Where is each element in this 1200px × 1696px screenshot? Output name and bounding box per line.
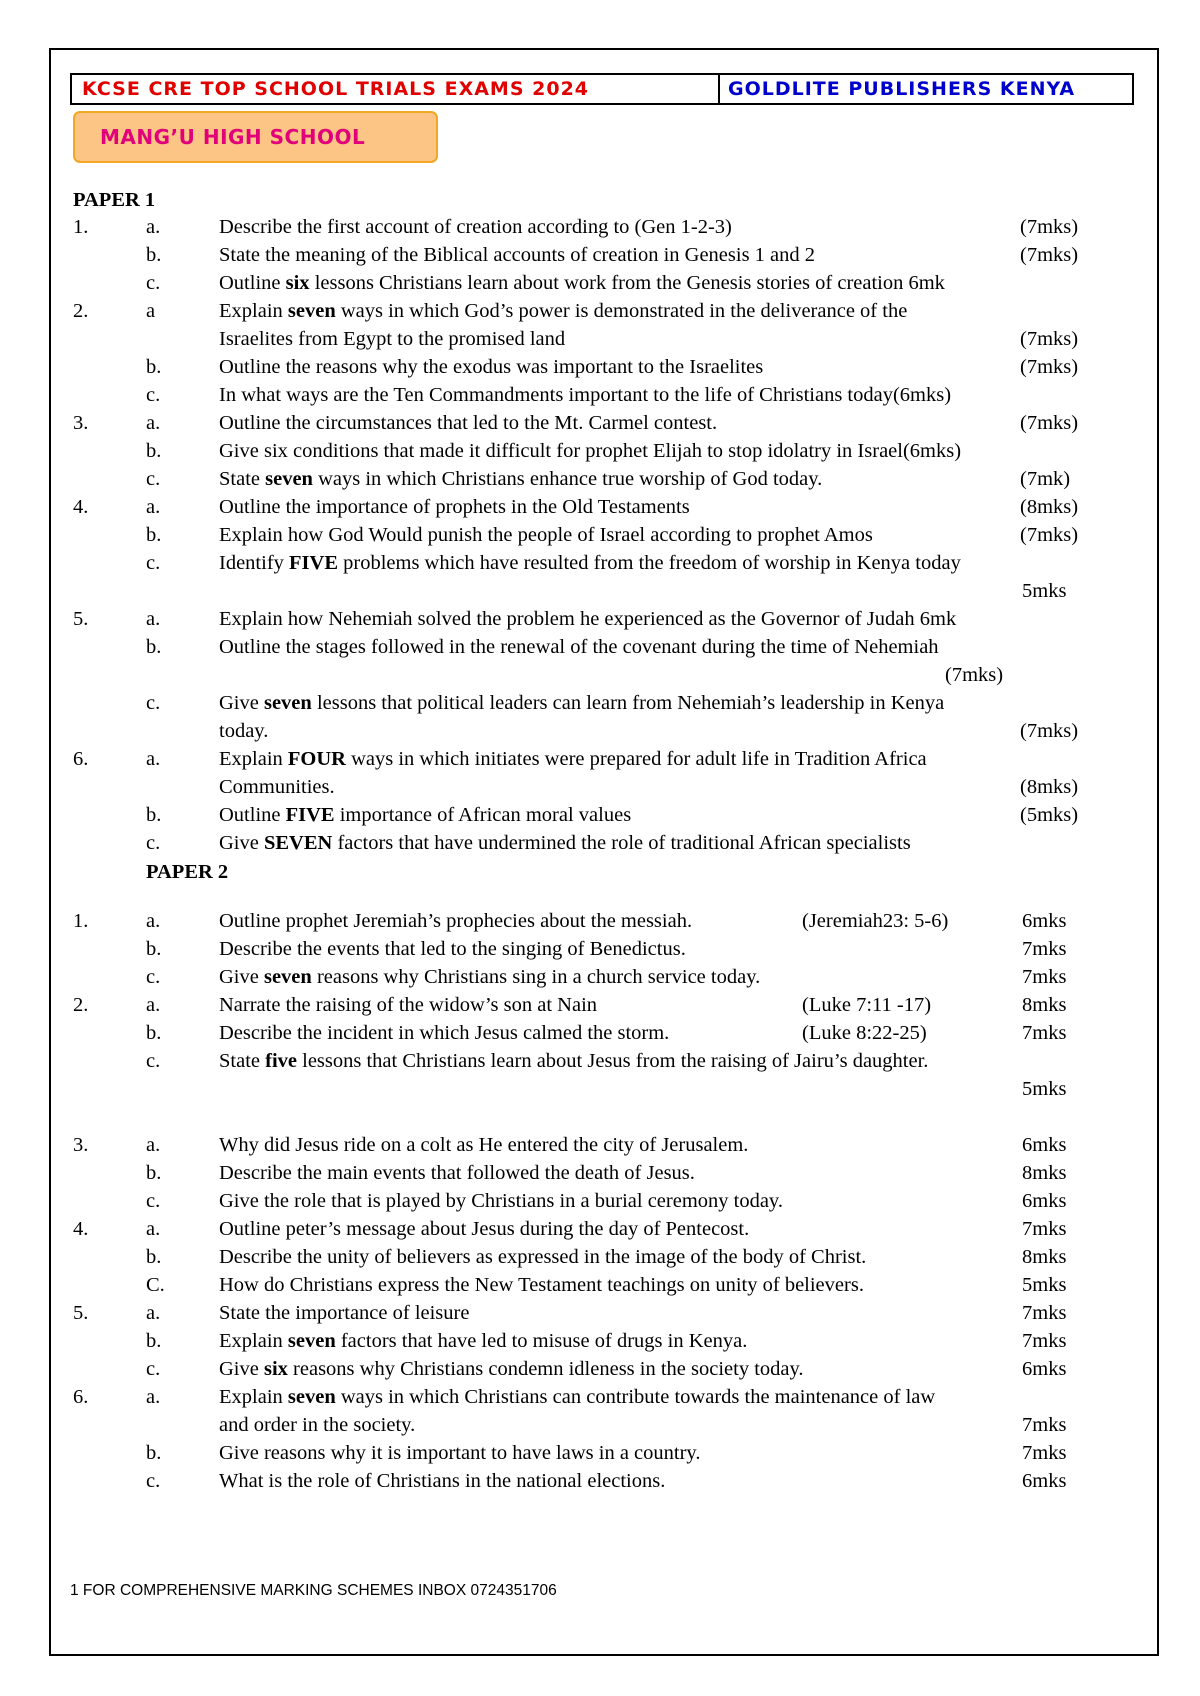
text-lead: Give xyxy=(219,692,264,714)
sub-question-letter: a. xyxy=(146,608,161,630)
emphasis: FIVE xyxy=(285,804,335,826)
paper-2-heading: PAPER 2 xyxy=(146,861,229,883)
question-text xyxy=(219,966,760,989)
text-lead: Explain xyxy=(219,300,288,322)
marks: 8mks xyxy=(1022,1246,1067,1268)
question-text: Describe the first account of creation according to (Gen 1-2-3) xyxy=(219,216,732,238)
marks: 8mks xyxy=(1022,994,1067,1016)
text-lead: Outline xyxy=(219,804,286,826)
text-rest: ways in which initiates were prepared for adult life in Tradition Africa xyxy=(345,748,927,770)
question-number: 4. xyxy=(73,496,89,518)
sub-question-letter: a. xyxy=(146,1302,161,1324)
paper-1-heading: PAPER 1 xyxy=(73,189,156,211)
question-row-continuation xyxy=(0,776,1200,804)
question-text: Outline the importance of prophets in the Old Testaments xyxy=(219,496,690,518)
sub-question-letter: b. xyxy=(146,440,162,462)
question-row xyxy=(0,1386,1200,1414)
question-text xyxy=(219,748,927,771)
marks: 7mks xyxy=(1022,1330,1067,1352)
text-lead: Explain xyxy=(219,1386,288,1408)
publisher-name: GOLDLITE PUBLISHERS KENYA xyxy=(718,73,1134,105)
marks: (8mks) xyxy=(1020,776,1079,798)
marks: 6mks xyxy=(1022,910,1067,932)
school-name: MANG’U HIGH SCHOOL xyxy=(100,125,366,149)
question-text: today. xyxy=(219,720,269,742)
question-number: 6. xyxy=(73,748,89,770)
sub-question-letter: a. xyxy=(146,412,161,434)
emphasis: six xyxy=(263,1358,288,1380)
question-row-continuation xyxy=(0,580,1200,608)
text-rest: factors that have undermined the role of traditional African specialists xyxy=(332,832,911,854)
marks: 7mks xyxy=(1022,1022,1067,1044)
marks: 7mks xyxy=(1022,966,1067,988)
question-text: Outline prophet Jeremiah’s prophecies about the messiah. xyxy=(219,910,693,932)
text-lead: Identify xyxy=(219,552,290,574)
marks: 7mks xyxy=(1022,1302,1067,1324)
marks: 7mks xyxy=(1022,1414,1067,1436)
emphasis: seven xyxy=(287,1330,336,1352)
scripture-reference: (Jeremiah23: 5-6) xyxy=(802,910,949,932)
text-lead: Give xyxy=(219,832,264,854)
marks: 6mks xyxy=(1022,1190,1067,1212)
sub-question-letter: c. xyxy=(146,272,161,294)
text-rest: factors that have led to misuse of drugs in Kenya. xyxy=(335,1330,748,1352)
question-row xyxy=(0,1274,1200,1302)
sub-question-letter: a. xyxy=(146,994,161,1016)
question-text: Describe the incident in which Jesus calmed the storm. xyxy=(219,1022,670,1044)
text-lead: Give xyxy=(219,1358,264,1380)
emphasis: FOUR xyxy=(287,748,346,770)
question-text xyxy=(219,832,911,855)
emphasis: seven xyxy=(287,1386,336,1408)
question-number: 3. xyxy=(73,1134,89,1156)
question-row-continuation xyxy=(0,1414,1200,1442)
school-name-banner xyxy=(73,111,438,163)
question-row xyxy=(0,1246,1200,1274)
question-row xyxy=(0,524,1200,552)
question-row xyxy=(0,412,1200,440)
question-row xyxy=(0,1022,1200,1050)
question-row-continuation xyxy=(0,1078,1200,1106)
sub-question-letter: c. xyxy=(146,1358,161,1380)
sub-question-letter: c. xyxy=(146,1470,161,1492)
emphasis: seven xyxy=(263,966,312,988)
page-footer: 1 FOR COMPREHENSIVE MARKING SCHEMES INBOX 0724351706 xyxy=(70,1582,557,1599)
question-row xyxy=(0,1302,1200,1330)
question-text: Explain how God Would punish the people of Israel according to prophet Amos xyxy=(219,524,873,546)
question-text xyxy=(219,692,944,715)
sub-question-letter: a. xyxy=(146,1386,161,1408)
emphasis: seven xyxy=(263,692,312,714)
question-row xyxy=(0,216,1200,244)
question-row xyxy=(0,468,1200,496)
marks: 5mks xyxy=(1022,580,1067,602)
question-text: Outline the stages followed in the renewal of the covenant during the time of Nehemiah xyxy=(219,636,939,658)
marks: 5mks xyxy=(1022,1274,1067,1296)
marks: (8mks) xyxy=(1020,496,1079,518)
marks: (7mks) xyxy=(1020,244,1079,266)
question-row xyxy=(0,938,1200,966)
question-text: Give the role that is played by Christians in a burial ceremony today. xyxy=(219,1190,783,1212)
sub-question-letter: b. xyxy=(146,938,162,960)
question-text: What is the role of Christians in the national elections. xyxy=(219,1470,666,1492)
sub-question-letter: b. xyxy=(146,804,162,826)
marks: (7mks) xyxy=(1020,356,1079,378)
text-rest: ways in which God’s power is demonstrated in the deliverance of the xyxy=(335,300,908,322)
text-lead: Explain xyxy=(219,1330,288,1352)
question-row xyxy=(0,636,1200,664)
question-row xyxy=(0,1050,1200,1078)
question-row xyxy=(0,440,1200,468)
question-text xyxy=(219,1358,804,1381)
question-text: How do Christians express the New Testament teachings on unity of believers. xyxy=(219,1274,864,1296)
question-row xyxy=(0,748,1200,776)
marks: 8mks xyxy=(1022,1162,1067,1184)
text-rest: lessons that Christians learn about Jesus from the raising of Jairu’s daughter. xyxy=(297,1050,929,1072)
text-rest: lessons Christians learn about work from the Genesis stories of creation 6mk xyxy=(309,272,945,294)
question-row xyxy=(0,272,1200,300)
scripture-reference: (Luke 8:22-25) xyxy=(802,1022,927,1044)
question-row xyxy=(0,1330,1200,1358)
sub-question-letter: c. xyxy=(146,832,161,854)
question-row-continuation xyxy=(0,328,1200,356)
sub-question-letter: b. xyxy=(146,1162,162,1184)
text-lead: Give xyxy=(219,966,264,988)
sub-question-letter: c. xyxy=(146,692,161,714)
question-text: Israelites from Egypt to the promised land xyxy=(219,328,566,350)
sub-question-letter: a. xyxy=(146,910,161,932)
question-number: 4. xyxy=(73,1218,89,1240)
sub-question-letter: c. xyxy=(146,552,161,574)
emphasis: FIVE xyxy=(289,552,339,574)
question-text xyxy=(219,552,961,575)
text-lead: Outline xyxy=(219,272,286,294)
question-row xyxy=(0,300,1200,328)
marks: (7mks) xyxy=(1020,412,1079,434)
question-number: 1. xyxy=(73,216,89,238)
sub-question-letter: b. xyxy=(146,1442,162,1464)
marks: (5mks) xyxy=(1020,804,1079,826)
question-number: 3. xyxy=(73,412,89,434)
sub-question-letter: b. xyxy=(146,1022,162,1044)
emphasis: SEVEN xyxy=(263,832,333,854)
marks: 6mks xyxy=(1022,1134,1067,1156)
question-row xyxy=(0,910,1200,938)
sub-question-letter: c. xyxy=(146,468,161,490)
emphasis: seven xyxy=(265,468,313,490)
question-text: State the meaning of the Biblical accounts of creation in Genesis 1 and 2 xyxy=(219,244,816,266)
question-row xyxy=(0,1162,1200,1190)
question-row xyxy=(0,356,1200,384)
question-row-continuation xyxy=(0,664,1200,692)
question-text xyxy=(219,804,631,827)
sub-question-letter: b. xyxy=(146,244,162,266)
marks: (7mk) xyxy=(1020,468,1071,490)
question-text: Explain how Nehemiah solved the problem he experienced as the Governor of Judah 6mk xyxy=(219,608,957,630)
question-row xyxy=(0,1442,1200,1470)
text-rest: reasons why Christians condemn idleness in the society today. xyxy=(287,1358,804,1380)
question-number: 1. xyxy=(73,910,89,932)
question-text: Describe the unity of believers as expressed in the image of the body of Christ. xyxy=(219,1246,867,1268)
question-text: Give reasons why it is important to have laws in a country. xyxy=(219,1442,701,1464)
sub-question-letter: b. xyxy=(146,636,162,658)
marks: (7mks) xyxy=(1020,328,1079,350)
marks: 7mks xyxy=(1022,1218,1067,1240)
question-row xyxy=(0,552,1200,580)
question-number: 2. xyxy=(73,994,89,1016)
question-number: 5. xyxy=(73,1302,89,1324)
question-number: 5. xyxy=(73,608,89,630)
question-row xyxy=(0,384,1200,412)
text-lead: State xyxy=(219,1050,266,1072)
sub-question-letter: b. xyxy=(146,356,162,378)
marks: 7mks xyxy=(1022,1442,1067,1464)
question-text: and order in the society. xyxy=(219,1414,416,1436)
question-row-continuation xyxy=(0,720,1200,748)
sub-question-letter: a xyxy=(146,300,156,322)
question-row xyxy=(0,1134,1200,1162)
sub-question-letter: c. xyxy=(146,1050,161,1072)
marks: (7mks) xyxy=(1020,720,1079,742)
question-text: Narrate the raising of the widow’s son at Nain xyxy=(219,994,598,1016)
question-text: Outline the reasons why the exodus was important to the Israelites xyxy=(219,356,764,378)
question-row xyxy=(0,1218,1200,1246)
emphasis: six xyxy=(285,272,310,294)
text-rest: problems which have resulted from the freedom of worship in Kenya today xyxy=(338,552,961,574)
question-text: Why did Jesus ride on a colt as He entered the city of Jerusalem. xyxy=(219,1134,749,1156)
question-row xyxy=(0,966,1200,994)
text-rest: importance of African moral values xyxy=(334,804,632,826)
question-row xyxy=(0,994,1200,1022)
marks: (7mks) xyxy=(945,664,1004,686)
sub-question-letter: c. xyxy=(146,966,161,988)
question-text: State the importance of leisure xyxy=(219,1302,470,1324)
question-text xyxy=(219,272,945,295)
question-row xyxy=(0,1190,1200,1218)
question-row xyxy=(0,1358,1200,1386)
marks: (7mks) xyxy=(1020,524,1079,546)
question-text: Give six conditions that made it difficult for prophet Elijah to stop idolatry in Israel(6mks) xyxy=(219,440,962,462)
question-number: 2. xyxy=(73,300,89,322)
sub-question-letter: c. xyxy=(146,384,161,406)
marks: 7mks xyxy=(1022,938,1067,960)
text-rest: reasons why Christians sing in a church service today. xyxy=(311,966,761,988)
sub-question-letter: b. xyxy=(146,1330,162,1352)
exam-title: KCSE CRE TOP SCHOOL TRIALS EXAMS 2024 xyxy=(70,73,720,105)
question-text: Communities. xyxy=(219,776,335,798)
text-rest: ways in which Christians enhance true worship of God today. xyxy=(312,468,823,490)
question-text xyxy=(219,300,907,323)
question-row xyxy=(0,804,1200,832)
marks: 6mks xyxy=(1022,1470,1067,1492)
question-text xyxy=(219,468,822,491)
question-text: Describe the main events that followed the death of Jesus. xyxy=(219,1162,695,1184)
question-text: Describe the events that led to the singing of Benedictus. xyxy=(219,938,686,960)
question-text xyxy=(219,1330,747,1353)
marks: (7mks) xyxy=(1020,216,1079,238)
question-text: Outline the circumstances that led to the Mt. Carmel contest. xyxy=(219,412,718,434)
sub-question-letter: C. xyxy=(146,1274,165,1296)
scripture-reference: (Luke 7:11 -17) xyxy=(802,994,932,1016)
text-rest: lessons that political leaders can learn from Nehemiah’s leadership in Kenya xyxy=(311,692,945,714)
sub-question-letter: c. xyxy=(146,1190,161,1212)
question-text: In what ways are the Ten Commandments important to the life of Christians today(6mks) xyxy=(219,384,952,406)
question-row xyxy=(0,496,1200,524)
sub-question-letter: a. xyxy=(146,748,161,770)
sub-question-letter: a. xyxy=(146,1134,161,1156)
question-text: Outline peter’s message about Jesus during the day of Pentecost. xyxy=(219,1218,750,1240)
marks: 5mks xyxy=(1022,1078,1067,1100)
text-lead: State xyxy=(219,468,266,490)
question-row xyxy=(0,244,1200,272)
text-rest: ways in which Christians can contribute towards the maintenance of law xyxy=(335,1386,936,1408)
sub-question-letter: a. xyxy=(146,216,161,238)
text-lead: Explain xyxy=(219,748,288,770)
emphasis: five xyxy=(265,1050,297,1072)
marks: 6mks xyxy=(1022,1358,1067,1380)
question-text xyxy=(219,1050,928,1073)
question-text xyxy=(219,1386,935,1409)
question-row xyxy=(0,1470,1200,1498)
question-row xyxy=(0,608,1200,636)
question-row xyxy=(0,692,1200,720)
emphasis: seven xyxy=(287,300,336,322)
sub-question-letter: b. xyxy=(146,524,162,546)
question-number: 6. xyxy=(73,1386,89,1408)
sub-question-letter: a. xyxy=(146,496,161,518)
question-row xyxy=(0,832,1200,860)
sub-question-letter: b. xyxy=(146,1246,162,1268)
sub-question-letter: a. xyxy=(146,1218,161,1240)
